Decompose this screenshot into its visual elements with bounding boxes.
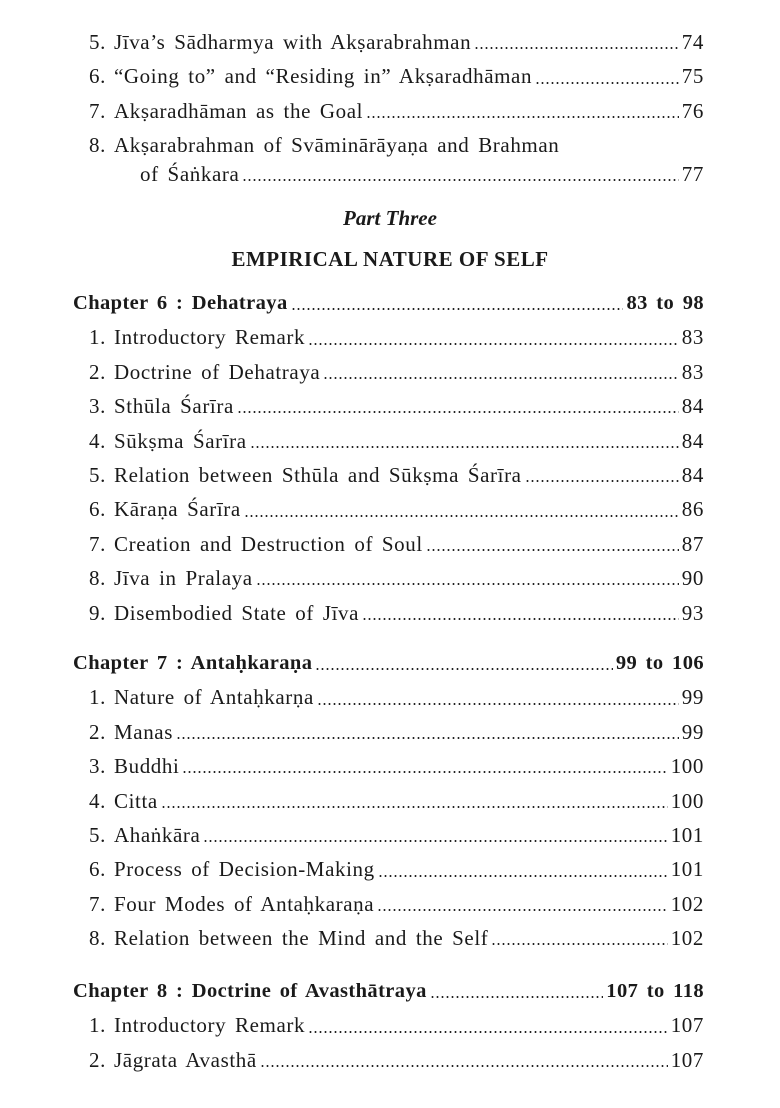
entry-title: Four Modes of Antaḥkaraṇa (114, 891, 375, 916)
dot-leader (237, 408, 679, 414)
entry-number: 7. (89, 98, 106, 123)
dot-leader (308, 340, 679, 346)
entry-number: 5. (89, 822, 106, 847)
entry-number: 4. (89, 788, 106, 813)
dot-leader (430, 993, 604, 999)
toc-entry (0, 320, 780, 354)
entry-title: Sūkṣma Śarīra (114, 428, 247, 453)
chapter-heading (0, 646, 780, 680)
dot-leader (474, 44, 679, 50)
entry-page: 86 (681, 497, 704, 522)
entry-page: 87 (681, 531, 704, 556)
dot-leader (250, 443, 679, 449)
entry-title: Buddhi (114, 754, 180, 779)
toc-entry (0, 784, 780, 818)
entry-title: Creation and Destruction of Soul (114, 531, 423, 556)
dot-leader (535, 79, 679, 85)
toc-entry (0, 680, 780, 714)
toc-entry (0, 596, 780, 630)
entry-page: 75 (681, 64, 704, 89)
dot-leader (362, 615, 679, 621)
entry-number: 8. (89, 566, 106, 591)
entry-number: 1. (89, 325, 106, 350)
entry-number: 7. (89, 531, 106, 556)
toc-entry (0, 561, 780, 595)
chapter-heading (0, 286, 780, 320)
entry-page: 84 (681, 394, 704, 419)
entry-title: Citta (114, 788, 158, 813)
entry-page: 107 (670, 1047, 704, 1072)
entry-number: 1. (89, 685, 106, 710)
dot-leader (491, 940, 667, 946)
entry-title: Ahaṅkāra (114, 822, 201, 847)
entry-page: 100 (670, 754, 704, 779)
entry-number: 4. (89, 428, 106, 453)
entry-page: 83 (681, 325, 704, 350)
toc-top-section (0, 25, 780, 191)
entry-number: 8. (89, 926, 106, 951)
entry-page: 74 (681, 30, 704, 54)
entry-page: 100 (670, 788, 704, 813)
dot-leader (317, 700, 679, 706)
entry-number: 6. (89, 64, 106, 89)
chapter-title: Chapter 8 : Doctrine of Avasthātraya (73, 980, 427, 1002)
chapter-8-section (0, 974, 780, 1077)
toc-entry (0, 94, 780, 128)
entry-page: 99 (681, 685, 704, 710)
chapter-6-section (0, 286, 780, 630)
toc-entry (0, 1008, 780, 1042)
dot-leader (308, 1028, 668, 1034)
dot-leader (182, 768, 667, 774)
toc-entry (0, 818, 780, 852)
toc-entry (0, 389, 780, 423)
entry-title: “Going to” and “Residing in” Akṣaradhāman (114, 64, 533, 89)
entry-title: Disembodied State of Jīva (114, 600, 360, 625)
entry-number: 8. (89, 133, 106, 158)
dot-leader (176, 734, 679, 740)
entry-page: 90 (681, 566, 704, 591)
dot-leader (242, 176, 678, 182)
entry-title: Process of Decision-Making (114, 857, 375, 882)
entry-title: Manas (114, 719, 173, 744)
entry-page: 101 (670, 822, 704, 847)
dot-leader (315, 665, 612, 671)
entry-title: Introductory Remark (114, 1013, 306, 1038)
dot-leader (161, 803, 668, 809)
entry-number: 3. (89, 754, 106, 779)
entry-title: Jāgrata Avasthā (114, 1047, 257, 1072)
chapter-heading (0, 974, 780, 1008)
entry-title: Akṣaradhāman as the Goal (114, 98, 364, 123)
toc-entry (0, 921, 780, 955)
toc-entry (0, 1043, 780, 1077)
entry-number: 3. (89, 394, 106, 419)
chapter-title: Chapter 6 : Dehatraya (73, 292, 288, 314)
toc-entry (0, 424, 780, 458)
entry-page: 76 (681, 98, 704, 123)
dot-leader (366, 113, 679, 119)
entry-number: 9. (89, 600, 106, 625)
entry-title: Introductory Remark (114, 325, 306, 350)
chapter-7-section (0, 646, 780, 956)
toc-entry (0, 458, 780, 492)
dot-leader (256, 580, 679, 586)
toc-entry (0, 852, 780, 886)
dot-leader (378, 872, 668, 878)
part-label: Part Three (343, 206, 437, 230)
dot-leader (244, 512, 679, 518)
dot-leader (203, 837, 667, 843)
entry-title: Relation between Sthūla and Sūkṣma Śarīra (114, 462, 522, 487)
toc-entry (0, 715, 780, 749)
entry-page: 102 (670, 926, 704, 951)
entry-title: Sthūla Śarīra (114, 394, 234, 419)
dot-leader (525, 477, 679, 483)
toc-entry (0, 492, 780, 526)
entry-page: 77 (681, 161, 704, 186)
chapter-pages: 83 to 98 (626, 292, 704, 314)
entry-title: Doctrine of Dehatraya (114, 359, 321, 384)
toc-entry (0, 25, 780, 59)
entry-number: 1. (89, 1013, 106, 1038)
dot-leader (323, 374, 678, 380)
entry-number: 2. (89, 1047, 106, 1072)
entry-title: Jīva in Pralaya (114, 566, 253, 591)
chapter-pages: 99 to 106 (615, 652, 704, 674)
entry-title: Nature of Antaḥkarṇa (114, 685, 314, 710)
chapter-title: Chapter 7 : Antaḥkaraṇa (73, 652, 313, 674)
part-title: EMPIRICAL NATURE OF SELF (231, 247, 549, 271)
entry-title-continuation: of Śaṅkara (140, 161, 240, 186)
entry-page: 99 (681, 719, 704, 744)
entry-number: 5. (89, 462, 106, 487)
entry-page: 107 (670, 1013, 704, 1038)
entry-number: 6. (89, 857, 106, 882)
entry-page: 84 (681, 462, 704, 487)
entry-number: 5. (89, 30, 106, 54)
entry-number: 2. (89, 719, 106, 744)
toc-entry (0, 59, 780, 93)
dot-leader (426, 546, 679, 552)
dot-leader (377, 906, 667, 912)
entry-page: 101 (670, 857, 704, 882)
entry-title: Relation between the Mind and the Self (114, 926, 489, 951)
dot-leader (291, 305, 624, 311)
entry-page: 84 (681, 428, 704, 453)
entry-page: 83 (681, 359, 704, 384)
toc-entry (0, 355, 780, 389)
toc-entry (0, 887, 780, 921)
dot-leader (260, 1062, 668, 1068)
entry-page: 93 (681, 600, 704, 625)
toc-entry (0, 527, 780, 561)
chapter-pages: 107 to 118 (606, 980, 704, 1002)
entry-number: 7. (89, 891, 106, 916)
entry-title: Akṣarabrahman of Svāminārāyaṇa and Brahman (114, 133, 560, 158)
toc-entry (0, 749, 780, 783)
entry-title: Jīva’s Sādharmya with Akṣarabrahman (114, 30, 472, 54)
entry-number: 6. (89, 497, 106, 522)
entry-number: 2. (89, 359, 106, 384)
entry-title: Kāraṇa Śarīra (114, 497, 241, 522)
entry-page: 102 (670, 891, 704, 916)
